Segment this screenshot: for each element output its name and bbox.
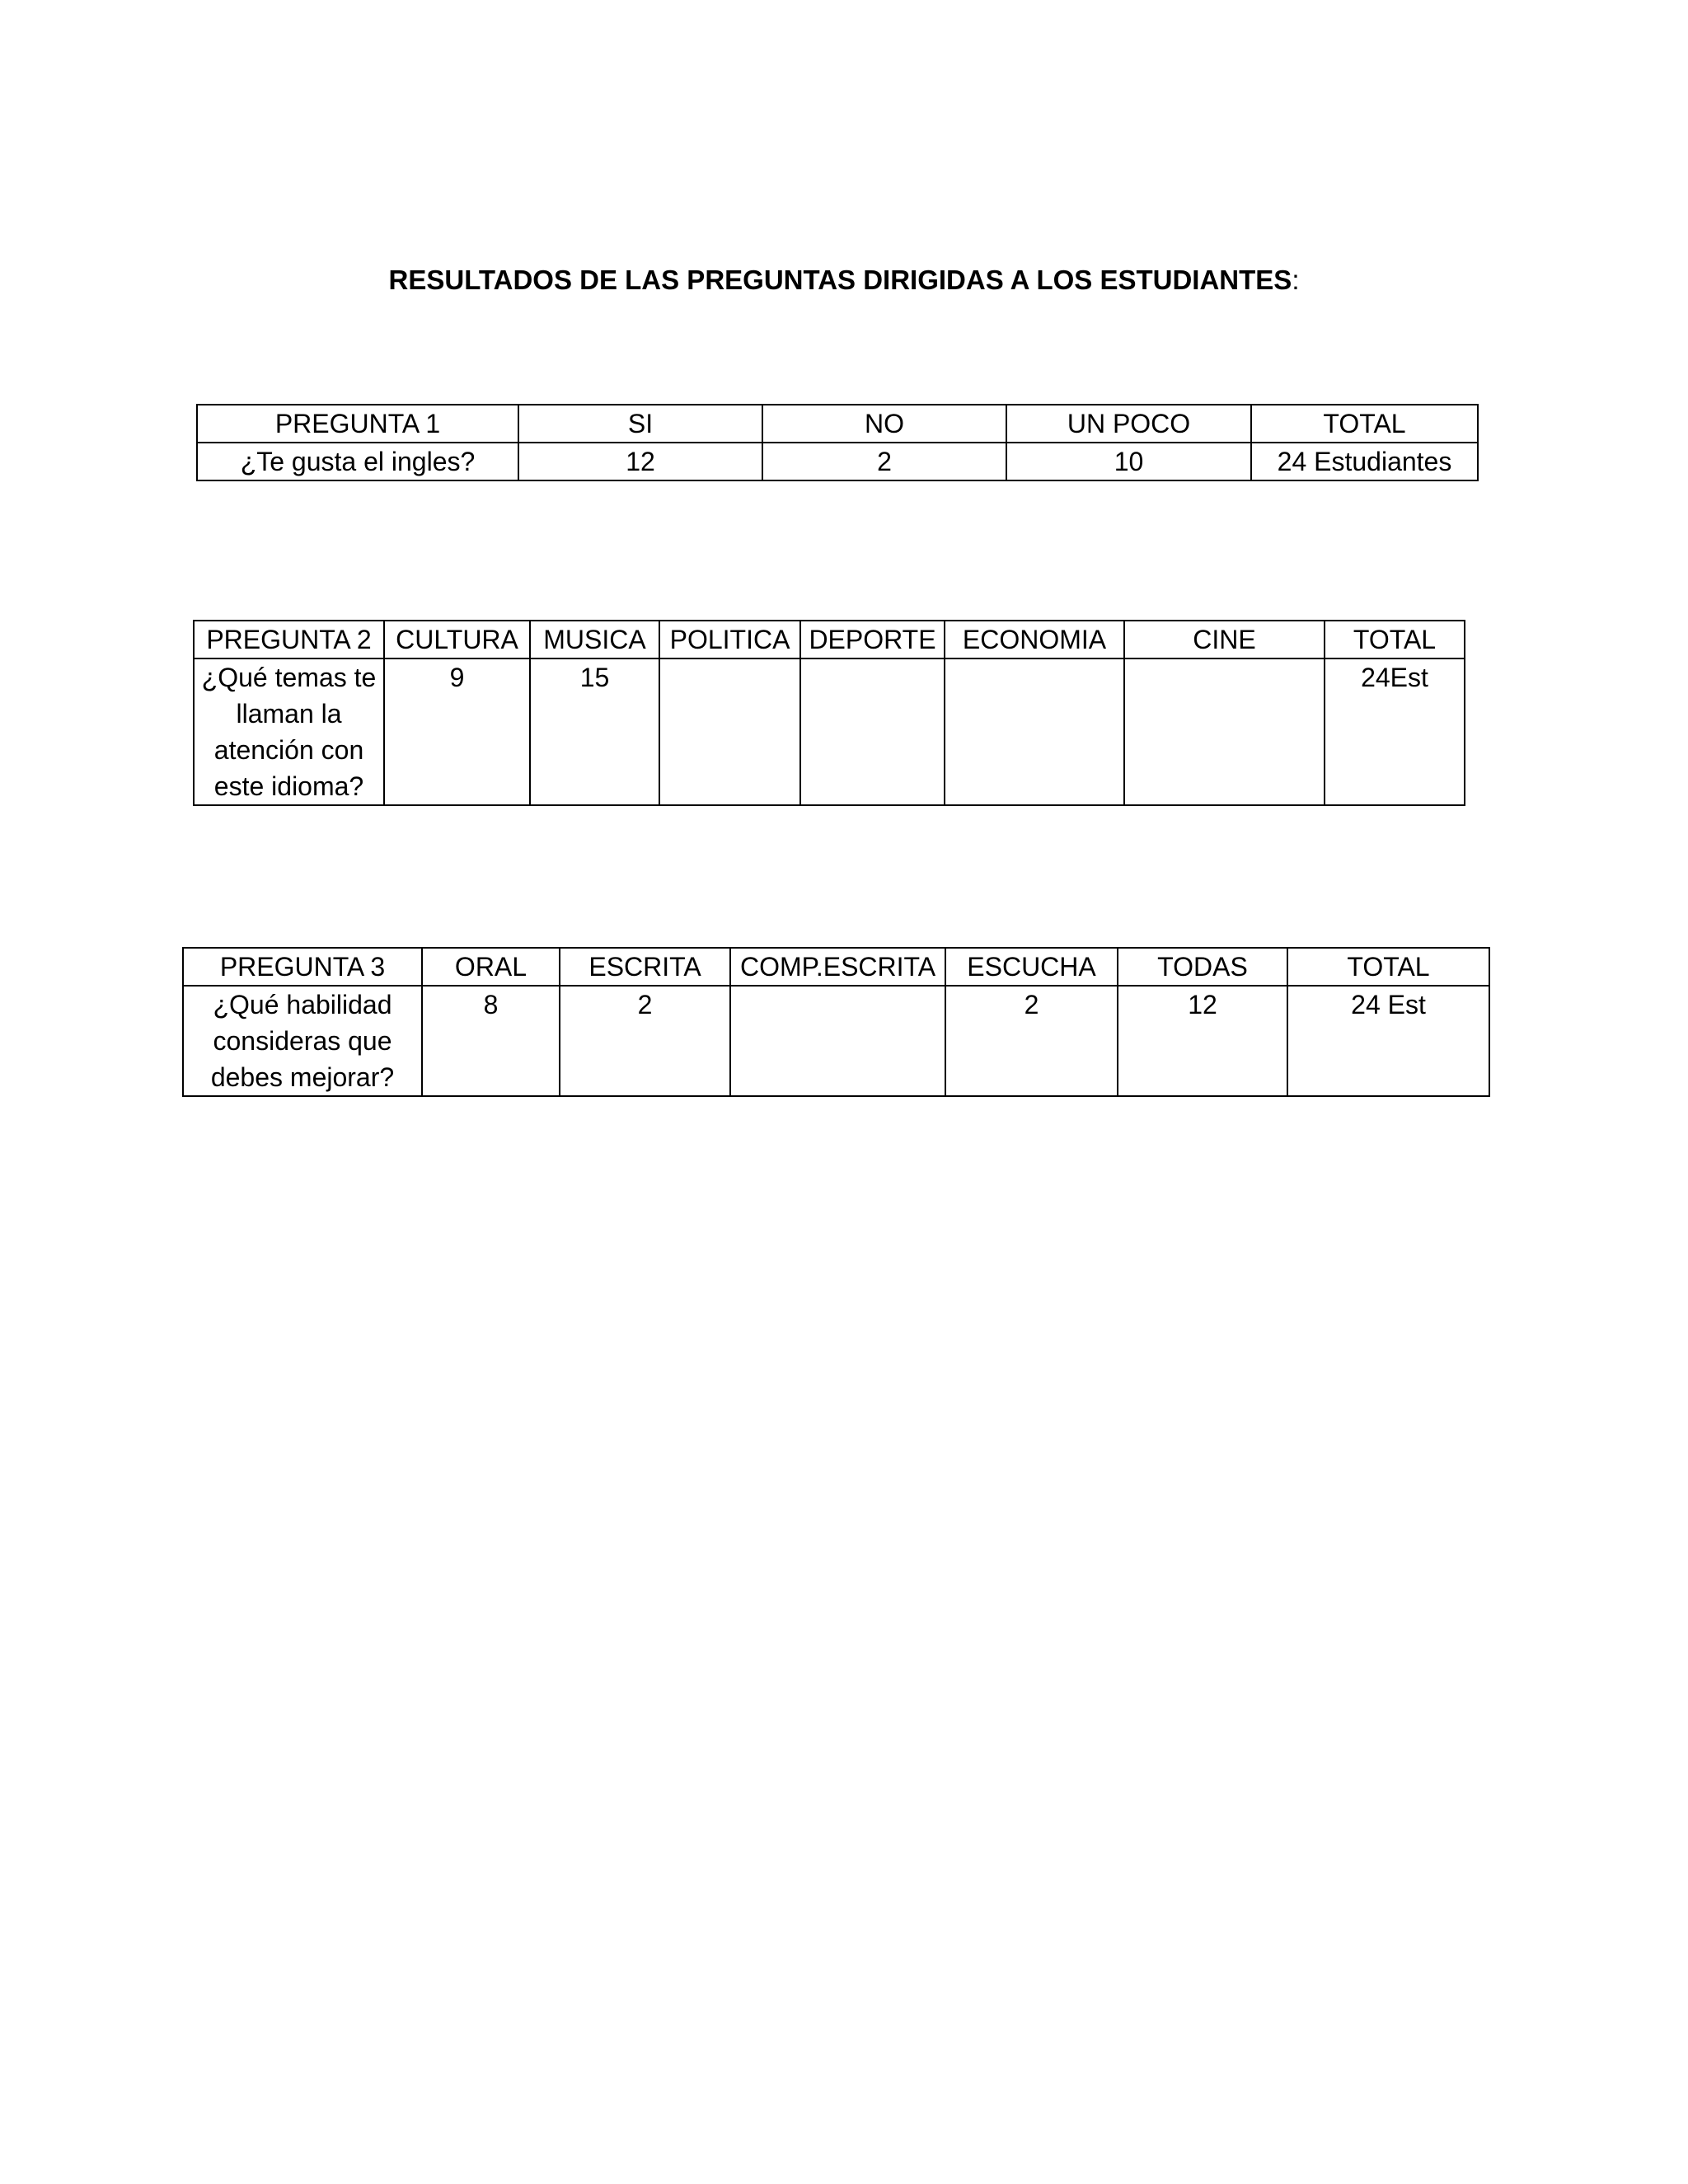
header-cell-total: TOTAL <box>1325 621 1465 658</box>
value-cell-cultura: 9 <box>384 658 530 805</box>
header-cell-total: TOTAL <box>1251 405 1478 443</box>
value-cell-comp-escrita <box>730 986 945 1096</box>
table-header-row <box>197 405 1478 443</box>
header-cell-politica: POLITICA <box>659 621 800 658</box>
header-cell-si: SI <box>518 405 762 443</box>
header-cell-escrita: ESCRITA <box>560 948 730 986</box>
page-title-text: RESULTADOS DE LAS PREGUNTAS DIRIGIDAS A LOS ESTUDIANTES <box>388 265 1292 295</box>
header-cell-cultura: CULTURA <box>384 621 530 658</box>
table-header-row <box>194 621 1465 658</box>
value-cell-politica <box>659 658 800 805</box>
header-cell-escucha: ESCUCHA <box>945 948 1118 986</box>
header-cell-economia: ECONOMIA <box>945 621 1124 658</box>
value-cell-total: 24 Estudiantes <box>1251 443 1478 480</box>
question-text: ¿Te gusta el ingles? <box>197 443 518 480</box>
value-cell-cine <box>1124 658 1325 805</box>
question-text: ¿Qué habilidad consideras que debes mejorar? <box>183 986 422 1096</box>
question-3-table <box>182 947 1490 1097</box>
table-row <box>197 443 1478 480</box>
header-cell-un-poco: UN POCO <box>1006 405 1251 443</box>
header-cell-oral: ORAL <box>422 948 560 986</box>
value-cell-un-poco: 10 <box>1006 443 1251 480</box>
value-cell-economia <box>945 658 1124 805</box>
value-cell-si: 12 <box>518 443 762 480</box>
question-2-table <box>193 620 1465 806</box>
value-cell-musica: 15 <box>530 658 659 805</box>
header-cell-question: PREGUNTA 2 <box>194 621 384 658</box>
header-cell-cine: CINE <box>1124 621 1325 658</box>
value-cell-total: 24Est <box>1325 658 1465 805</box>
header-cell-comp-escrita: COMP.ESCRITA <box>730 948 945 986</box>
header-cell-no: NO <box>762 405 1006 443</box>
table-header-row <box>183 948 1489 986</box>
table-row <box>194 658 1465 805</box>
header-cell-total: TOTAL <box>1287 948 1489 986</box>
value-cell-deporte <box>800 658 945 805</box>
header-cell-todas: TODAS <box>1118 948 1287 986</box>
value-cell-total: 24 Est <box>1287 986 1489 1096</box>
value-cell-todas: 12 <box>1118 986 1287 1096</box>
header-cell-question: PREGUNTA 3 <box>183 948 422 986</box>
page-title <box>0 262 1688 298</box>
header-cell-question: PREGUNTA 1 <box>197 405 518 443</box>
value-cell-no: 2 <box>762 443 1006 480</box>
value-cell-escucha: 2 <box>945 986 1118 1096</box>
table-row <box>183 986 1489 1096</box>
page-title-colon: : <box>1292 265 1300 295</box>
value-cell-oral: 8 <box>422 986 560 1096</box>
value-cell-escrita: 2 <box>560 986 730 1096</box>
question-text: ¿Qué temas te llaman la atención con este idioma? <box>194 658 384 805</box>
question-1-table <box>196 404 1479 481</box>
header-cell-musica: MUSICA <box>530 621 659 658</box>
header-cell-deporte: DEPORTE <box>800 621 945 658</box>
